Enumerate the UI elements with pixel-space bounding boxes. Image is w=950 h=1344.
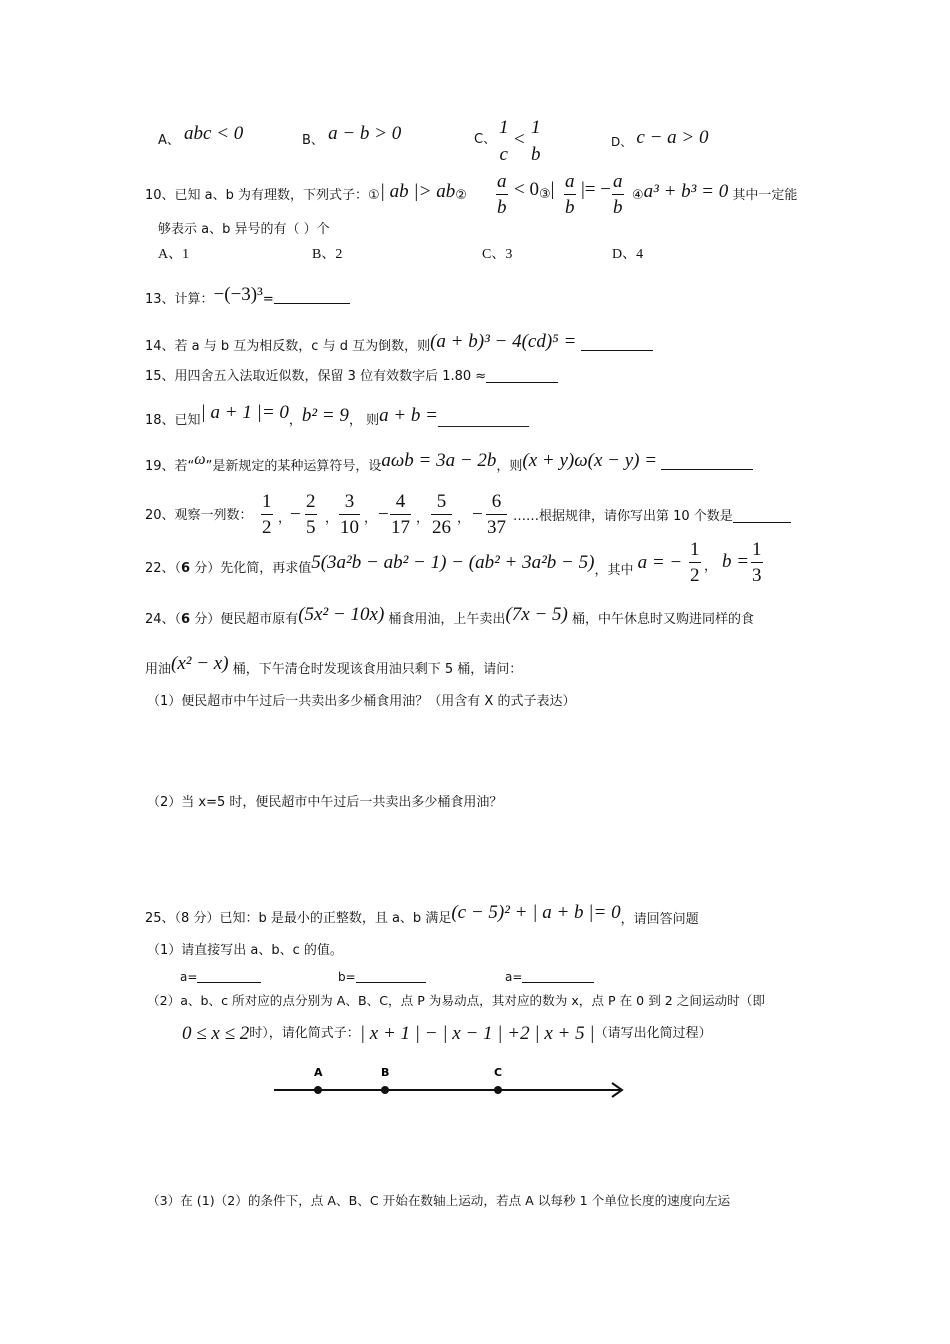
q10-expr4: a³ + b³ = 0 (643, 181, 729, 202)
q24-sub2: （2）当 x=5 时，便民超市中午过后一共卖出多少桶食用油？ (147, 795, 503, 810)
q10-expr1: | ab |> ab (379, 181, 456, 202)
q20-sep-3: ， (364, 511, 378, 526)
q19-symbol: ω (194, 451, 206, 468)
q15-answer-blank[interactable] (486, 370, 558, 383)
q25-answer-b (338, 970, 426, 983)
q13 (145, 284, 350, 307)
q20-fraction-2: 2 5 (306, 491, 316, 538)
q10-option-d: D、4 (612, 247, 644, 262)
q9-option-d (611, 127, 709, 150)
q10-tail (632, 182, 797, 201)
point-b-label: B (381, 1066, 390, 1079)
q20-sep-2: ， (325, 511, 339, 526)
q22 (145, 552, 683, 578)
q19-prefix: 19、若“ (145, 459, 195, 474)
q24-expr2: (7x − 5) (505, 604, 568, 625)
point-b (381, 1086, 389, 1094)
q18-prefix: 18、已知 (145, 413, 201, 428)
q25-answer-c-blank[interactable] (522, 970, 594, 983)
q24-p3: 桶，中午休息时又购进同样的食 (572, 612, 755, 627)
q20-sep-1: ， (278, 511, 292, 526)
q20-suffix-line (513, 510, 791, 523)
q25-answer-b-blank[interactable] (356, 970, 426, 983)
q10-expr3-mid: |= − (581, 179, 611, 200)
q9-option-a-label: A、 (158, 133, 180, 148)
q9-option-b (302, 123, 402, 148)
q19 (145, 450, 753, 474)
q22-mid: 分）先化简，再求值 (190, 561, 312, 576)
number-line (268, 1062, 630, 1106)
q9-option-c-rel: < (514, 129, 525, 150)
q24-sub1: （1）便民超市中午过后一共卖出多少桶食用油？（用含有 X 的式子表达） (147, 694, 576, 709)
q19-expr2: (x + y)ω(x − y) = (522, 450, 658, 471)
q10-circle3: ③ (538, 187, 551, 202)
q9-option-d-label: D、 (611, 135, 633, 149)
q10-line2: 够表示 a、b 异号的有（ ）个 (158, 222, 330, 237)
q14-prefix: 14、若 a 与 b 互为相反数，c 与 d 互为倒数，则 (145, 339, 431, 354)
q25-sub3: （3）在 (1)（2）的条件下，点 A、B、C 开始在数轴上运动，若点 A 以每秒 1 个单位长度的速度向左运 (147, 1193, 731, 1208)
q22-score: 6 (181, 561, 191, 576)
q24-line1 (145, 604, 755, 627)
q18-comma: ， (288, 413, 302, 428)
q9-option-b-expr: a − b > 0 (328, 123, 402, 144)
q10-expr2-frac: a b (497, 171, 507, 218)
q22-b-fraction: 1 3 (752, 539, 762, 586)
q10-mid (514, 179, 555, 202)
q25-sub2-line2 (182, 1024, 712, 1043)
q25-prefix: 25、（8 分）已知：b 是最小的正整数，且 a、b 满足 (145, 911, 452, 926)
q13-tail: = (262, 292, 274, 307)
q25-expr: (c − 5)² + | a + b |= 0 (451, 902, 621, 923)
q24-expr1: (5x² − 10x) (298, 604, 385, 625)
q25-answer-a-blank[interactable] (197, 970, 261, 983)
q22-a-fraction: 1 2 (690, 539, 700, 586)
q20-answer-blank[interactable] (733, 510, 791, 523)
q13-answer-blank[interactable] (274, 291, 350, 304)
q25-answer-c (505, 970, 594, 983)
q24-p5: 桶，下午清仓时发现该食用油只剩下 5 桶，请问： (232, 662, 523, 677)
q20-prefix: 20、观察一列数： (145, 508, 253, 523)
q9-option-c-frac1: 1 c (499, 117, 509, 165)
q22-prefix: 22、（ (145, 561, 182, 576)
q20-fraction-3: 3 10 (340, 491, 359, 538)
q10-option-b: B、2 (312, 247, 343, 262)
q20-fraction-5: 5 26 (432, 491, 451, 538)
q10-prefix: 10、已知 a、b 为有理数，下列式子：① (145, 188, 380, 203)
q25-abs-expr: | x + 1 | − | x − 1 | +2 | x + 5 | (359, 1023, 595, 1044)
point-c (494, 1086, 502, 1094)
point-a (314, 1086, 322, 1094)
q10-suffix: 其中一定能 (732, 188, 798, 203)
q20-sign-2: − (290, 504, 301, 525)
q24-prefix: 24、（ (145, 612, 182, 627)
q18-expr3: a + b = (379, 405, 438, 426)
q22-expr: 5(3a²b − ab² − 1) − (ab² + 3a²b − 5) (311, 552, 595, 573)
point-a-label: A (314, 1066, 323, 1079)
q9-option-c-frac2: 1 b (531, 117, 541, 165)
q13-prefix: 13、计算： (145, 292, 214, 307)
q9-option-a-expr: abc < 0 (184, 123, 244, 144)
q19-expr1: aωb = 3a − 2b (381, 450, 497, 471)
q15-text: 15、用四舍五入法取近似数，保留 3 位有效数字后 1.80 ≈ (145, 369, 487, 384)
q10-option-c: C、3 (482, 247, 513, 262)
q25-sub2-mid: 时），请化简式子： (249, 1026, 360, 1041)
q18-then: ， 则 (348, 413, 380, 428)
q10-expr3-frac1: a b (565, 171, 575, 218)
q20-fraction-4: 4 17 (391, 491, 410, 538)
q22-b-lhs: b = (722, 551, 750, 572)
q13-expr: −(−3)³ (213, 284, 263, 305)
q9-option-a (158, 123, 244, 148)
q19-mid: ”是新规定的某种运算符号，设 (205, 459, 382, 474)
q19-answer-blank[interactable] (661, 457, 753, 470)
q10-line1 (145, 181, 467, 203)
q10-circle4: ④ (632, 188, 644, 203)
q25-answer-c-label: a= (505, 970, 523, 984)
q10-circle2: ② (455, 188, 467, 203)
q24-score: 6 (181, 612, 191, 627)
q9-option-c-label: C、 (474, 132, 497, 147)
q25-answer-b-label: b= (338, 970, 356, 984)
q25-sub2-tail: （请写出化简过程） (594, 1026, 712, 1041)
q20-fraction-1: 1 2 (262, 491, 272, 538)
q24-line2 (145, 653, 523, 677)
q18-expr1: | a + 1 |= 0 (200, 402, 289, 423)
q10-expr3-left: | (550, 179, 555, 200)
q24-p2: 桶食用油，上午卖出 (388, 612, 506, 627)
q20-sign-4: − (378, 504, 389, 525)
q20-suffix: ……根据规律，请你写出第 10 个数是 (513, 509, 733, 524)
q25-answer-a (180, 970, 261, 983)
q20-sep-4: ， (416, 511, 430, 526)
q14 (145, 331, 653, 354)
q14-answer-blank[interactable] (581, 338, 653, 351)
point-c-label: C (494, 1066, 503, 1079)
q14-expr: (a + b)³ − 4(cd)⁵ = (430, 331, 577, 352)
q20-sign-6: − (472, 504, 483, 525)
q18 (145, 402, 529, 428)
q10-option-a: A、1 (158, 247, 190, 262)
q20-sep-5: ， (457, 511, 471, 526)
q25-range-expr: 0 ≤ x ≤ 2 (182, 1023, 250, 1044)
q9-option-b-label: B、 (302, 133, 324, 148)
q15 (145, 370, 558, 383)
q22-comma: ， (704, 559, 718, 574)
q20-fraction-6: 6 37 (487, 491, 506, 538)
q19-then: ，则 (496, 459, 523, 474)
q22-where: ，其中 (594, 563, 634, 578)
q10-expr2-rel: < 0 (514, 179, 539, 200)
q24-p4: 用油 (145, 662, 172, 677)
q24-expr3: (x² − x) (171, 653, 229, 674)
q25-suffix: ，请回答问题 (620, 912, 699, 927)
q18-blank[interactable]: ______________ (437, 413, 529, 428)
q10-expr3-frac2: a b (613, 171, 623, 218)
q25-line1 (145, 902, 699, 927)
q24-p1: 分）便民超市原有 (190, 612, 299, 627)
q25-sub1: （1）请直接写出 a、b、c 的值。 (147, 943, 343, 958)
q25-answer-a-label: a= (180, 970, 198, 984)
q9-option-d-expr: c − a > 0 (636, 127, 709, 148)
q25-sub2-line1: （2）a、b、c 所对应的点分别为 A、B、C，点 P 为易动点，其对应的数为 x，点 P 在 0 到 2 之间运动时（即 (147, 993, 765, 1008)
q22-a-lhs: a = − (637, 552, 683, 573)
q18-expr2: b² = 9 (301, 405, 349, 426)
